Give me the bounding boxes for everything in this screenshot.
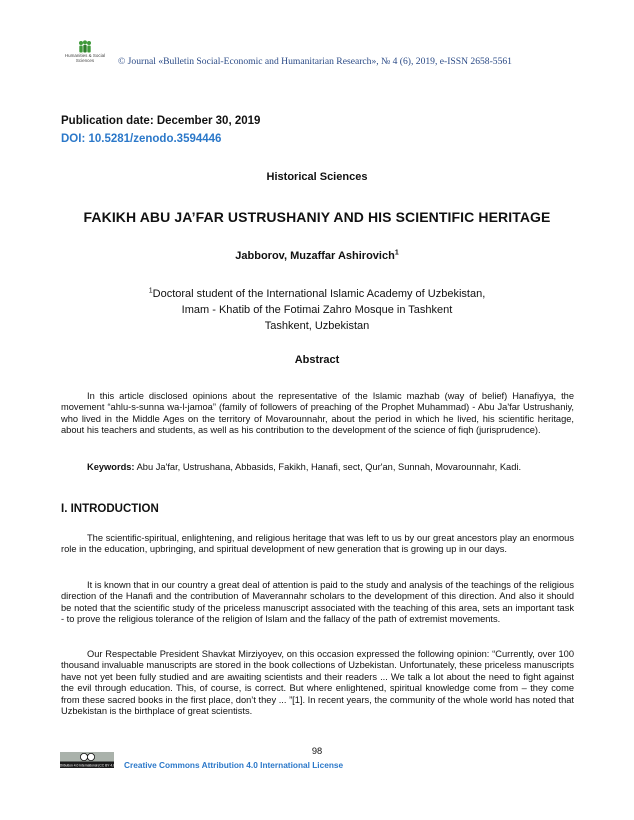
author-footnote-mark: 1	[394, 249, 399, 257]
keywords	[61, 462, 574, 473]
publication-date: Publication date: December 30, 2019	[61, 115, 261, 127]
author-name: Jabborov, Muzaffar Ashirovich	[235, 250, 395, 262]
cc-by-icon	[60, 752, 114, 768]
affiliation-mark: 1	[148, 287, 153, 295]
logo-text-line2: Sciences	[75, 58, 95, 63]
intro-paragraph-2: It is known that in our country a great deal of attention is paid to the study and analysis of the teachings of the religious direction of the Hanafi and the contribution of Maverannahr scholars to the development of this direction. And also it should be noted that the scientific study of the priceless manuscript associated with the teaching of this area, sets an important task - to prove the religious tolerance of the religion of Islam and the fallacy of the path of extremist movements.	[61, 580, 574, 625]
doi-link[interactable]: DOI: 10.5281/zenodo.3594446	[61, 133, 222, 145]
journal-citation: © Journal «Bulletin Social-Economic and Humanitarian Research», № 4 (6), 2019, e-ISSN 2658-5561	[118, 56, 512, 67]
abstract-heading: Abstract	[294, 354, 340, 366]
logo-text-line1: Humanities & Social	[64, 53, 106, 58]
cc-license-badge[interactable]	[60, 752, 114, 768]
affiliation-line1: $^1$Doctoral student of the International Islamic Academy of Uzbekistan,	[148, 287, 486, 300]
journal-logo	[60, 40, 110, 63]
affiliation	[0, 286, 634, 334]
cc-badge-text: Attribution 4.0 International (CC BY 4.0)	[60, 763, 114, 768]
introduction-heading: I. INTRODUCTION	[61, 503, 159, 515]
affiliation-line3: Tashkent, Uzbekistan	[264, 320, 370, 332]
license-link[interactable]: Creative Commons Attribution 4.0 International License	[124, 760, 344, 770]
intro-paragraph-1: The scientific-spiritual, enlightening, and religious heritage that was left to us by our great ancestors play an enormous role in the education, upbringing, and spiritual development of new generation that is growing up in our days.	[61, 533, 574, 555]
abstract-text: In this article disclosed opinions about the representative of the Islamic mazhab (way of belief) Hanafiyya, the movement “ahlu-s-sunna wa-l-jamoa” (family of followers of preaching of the Prophet Muhammad) - Abu Ja'far Ustrushaniy, who lived in the Middle Ages on the territory of Movarounnahr, about the period in which he lived, his scientific heritage, about his teachers and students, as well as his contribution to the development of the science of fiqh (jurisprudence).	[61, 391, 574, 436]
section-heading: Historical Sciences	[266, 171, 368, 183]
affiliation-line2: Imam - Khatib of the Fotimai Zahro Mosque in Tashkent	[181, 304, 453, 316]
page-number: 98	[311, 746, 323, 756]
author-line	[0, 250, 634, 262]
intro-paragraph-3: Our Respectable President Shavkat Mirziyoyev, on this occasion expressed the following opinion: “Currently, over 100 thousand invaluable manuscripts are stored in the book collections of Uzbekistan. Unfortunately, these priceless manuscripts have not yet been fully studied and are awaiting scientists and their readers ... We talk a lot about the need to fight against the evil through education. This, of course, is correct. But where enlightened, spiritual knowledge come from – they come from these sacred books in the first place, don’t they ... ”[1]. In recent years, the community of the whole world has noted that Uzbekistan is the birthplace of great scientists.	[61, 649, 574, 717]
keywords-list: Abu Ja'far, Ustrushana, Abbasids, Fakikh, Hanafi, sect, Qur'an, Sunnah, Movarounnahr, Kadi.	[136, 462, 522, 472]
people-icon	[77, 40, 93, 53]
article-title: FAKIKH ABU JA’FAR USTRUSHANIY AND HIS SCIENTIFIC HERITAGE	[83, 209, 551, 225]
keywords-label: Keywords:	[87, 462, 135, 472]
